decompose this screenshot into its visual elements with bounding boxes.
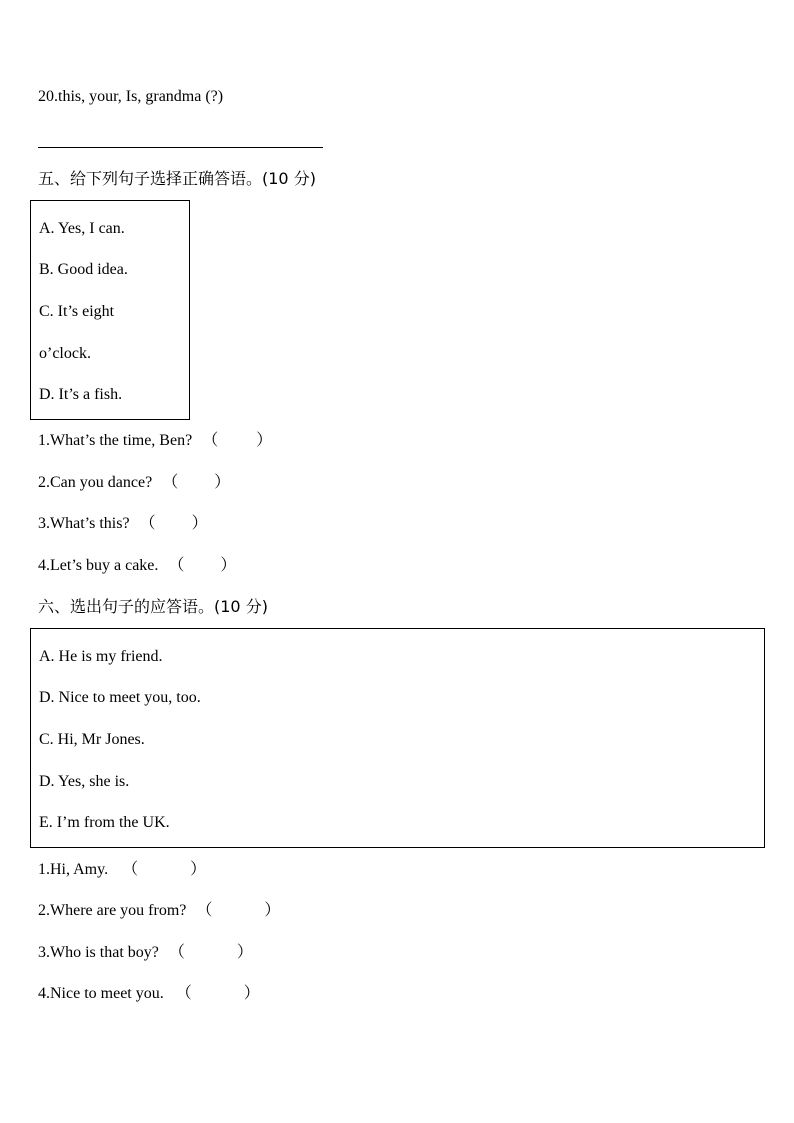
- section-5-question-1: [38, 431, 272, 451]
- answer-bracket-close: ）: [190, 861, 207, 878]
- answer-bracket-open: （: [202, 432, 219, 449]
- section-5-option-c: C. It’s eight: [39, 303, 115, 320]
- question-text: 2.Can you dance?: [38, 474, 153, 491]
- answer-bracket-close: ）: [220, 557, 237, 574]
- question-text: 1.What’s the time, Ben?: [38, 432, 193, 449]
- answer-bracket-open: （: [168, 944, 185, 961]
- answer-bracket-close: ）: [256, 432, 273, 449]
- answer-bracket-open: （: [122, 861, 139, 878]
- section-5-option-b: B. Good idea.: [39, 261, 128, 278]
- answer-blank-line: [38, 147, 323, 148]
- answer-bracket-open: （: [175, 985, 192, 1002]
- answer-bracket-close: ）: [243, 985, 260, 1002]
- section-6-option-d: D. Yes, she is.: [39, 773, 130, 790]
- section-6-heading: 六、选出句子的应答语。(10 分): [38, 597, 268, 616]
- section-6-option-d-first: D. Nice to meet you, too.: [39, 689, 201, 706]
- answer-bracket-open: （: [162, 474, 179, 491]
- answer-bracket-open: （: [168, 557, 185, 574]
- section-6-option-c: C. Hi, Mr Jones.: [39, 731, 145, 748]
- section-5-option-d: D. It’s a fish.: [39, 386, 123, 403]
- question-20-text: 20.this, your, Is, grandma (?): [38, 88, 224, 105]
- section-5-options-box: [30, 200, 190, 420]
- answer-bracket-open: （: [196, 902, 213, 919]
- answer-bracket-close: ）: [236, 944, 253, 961]
- section-5-question-4: [38, 556, 236, 576]
- section-6-question-3: [38, 943, 253, 963]
- question-text: 3.What’s this?: [38, 515, 130, 532]
- question-text: 4.Nice to meet you.: [38, 985, 164, 1002]
- section-5-option-a: A. Yes, I can.: [39, 220, 125, 237]
- answer-bracket-close: ）: [214, 474, 231, 491]
- section-6-option-e: E. I’m from the UK.: [39, 814, 170, 831]
- section-5-option-c-continued: o’clock.: [39, 345, 91, 362]
- question-text: 4.Let’s buy a cake.: [38, 557, 159, 574]
- section-6-question-4: [38, 984, 260, 1004]
- section-6-options-box: [30, 628, 765, 848]
- section-6-question-2: [38, 901, 280, 921]
- section-5-heading: 五、给下列句子选择正确答语。(10 分): [38, 169, 316, 188]
- question-text: 2.Where are you from?: [38, 902, 187, 919]
- answer-bracket-close: ）: [191, 515, 208, 532]
- answer-bracket-close: ）: [264, 902, 281, 919]
- answer-bracket-open: （: [139, 515, 156, 532]
- section-6-question-1: [38, 860, 206, 880]
- question-text: 3.Who is that boy?: [38, 944, 159, 961]
- question-text: 1.Hi, Amy.: [38, 861, 109, 878]
- section-5-question-3: [38, 514, 208, 534]
- section-5-question-2: [38, 473, 230, 493]
- section-6-option-a: A. He is my friend.: [39, 648, 163, 665]
